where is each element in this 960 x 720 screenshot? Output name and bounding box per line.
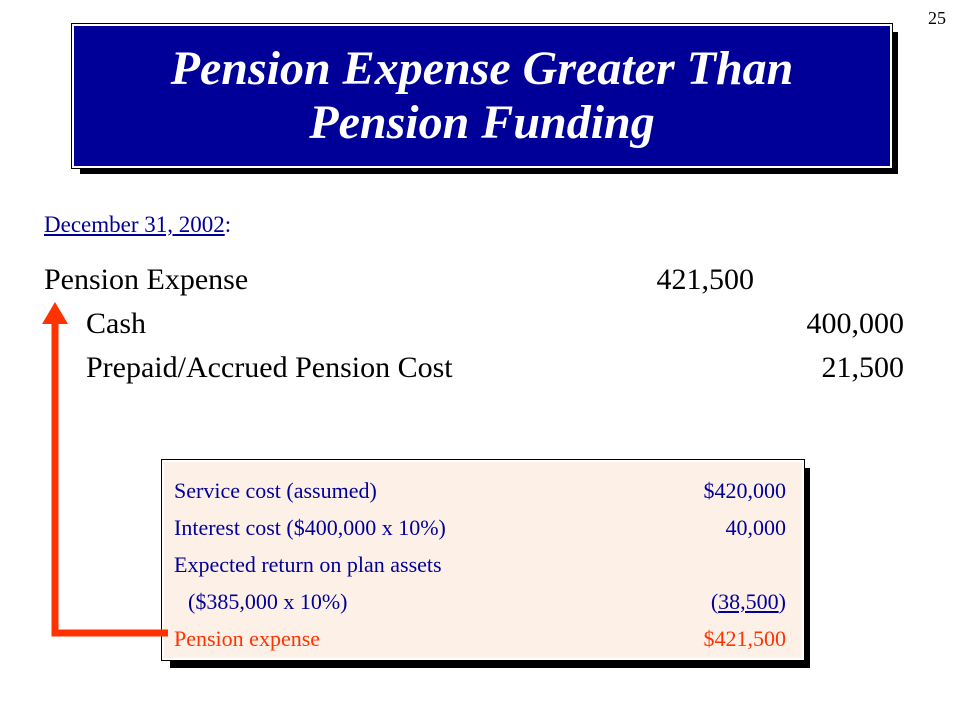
page-number: 25 (928, 8, 946, 28)
title-line-1: Pension Expense Greater Than (170, 42, 794, 95)
journal-account: Pension Expense (44, 263, 249, 296)
journal-account: Prepaid/Accrued Pension Cost (86, 351, 453, 384)
entry-date-label: December 31, 2002 (44, 212, 225, 237)
calc-amount: 40,000 (725, 515, 786, 540)
calc-amount-open-paren: ( (710, 589, 719, 614)
calc-amount-value: 38,500 (718, 589, 779, 614)
journal-debit: 421,500 (656, 263, 754, 296)
calc-label: ($385,000 x 10%) (188, 589, 348, 614)
journal-account: Cash (86, 307, 146, 340)
entry-date-suffix: : (224, 212, 232, 237)
calc-label: Pension expense (174, 626, 321, 651)
journal-credit: 21,500 (821, 351, 904, 384)
calc-amount: $420,000 (703, 478, 786, 503)
title-line-2: Pension Funding (309, 96, 655, 149)
calc-amount: $421,500 (703, 626, 786, 651)
calc-amount-close-paren: ) (778, 589, 786, 614)
calc-label: Interest cost ($400,000 x 10%) (174, 515, 446, 540)
calc-label: Expected return on plan assets (174, 552, 442, 577)
journal-credit: 400,000 (806, 307, 904, 340)
calc-label: Service cost (assumed) (174, 478, 377, 503)
